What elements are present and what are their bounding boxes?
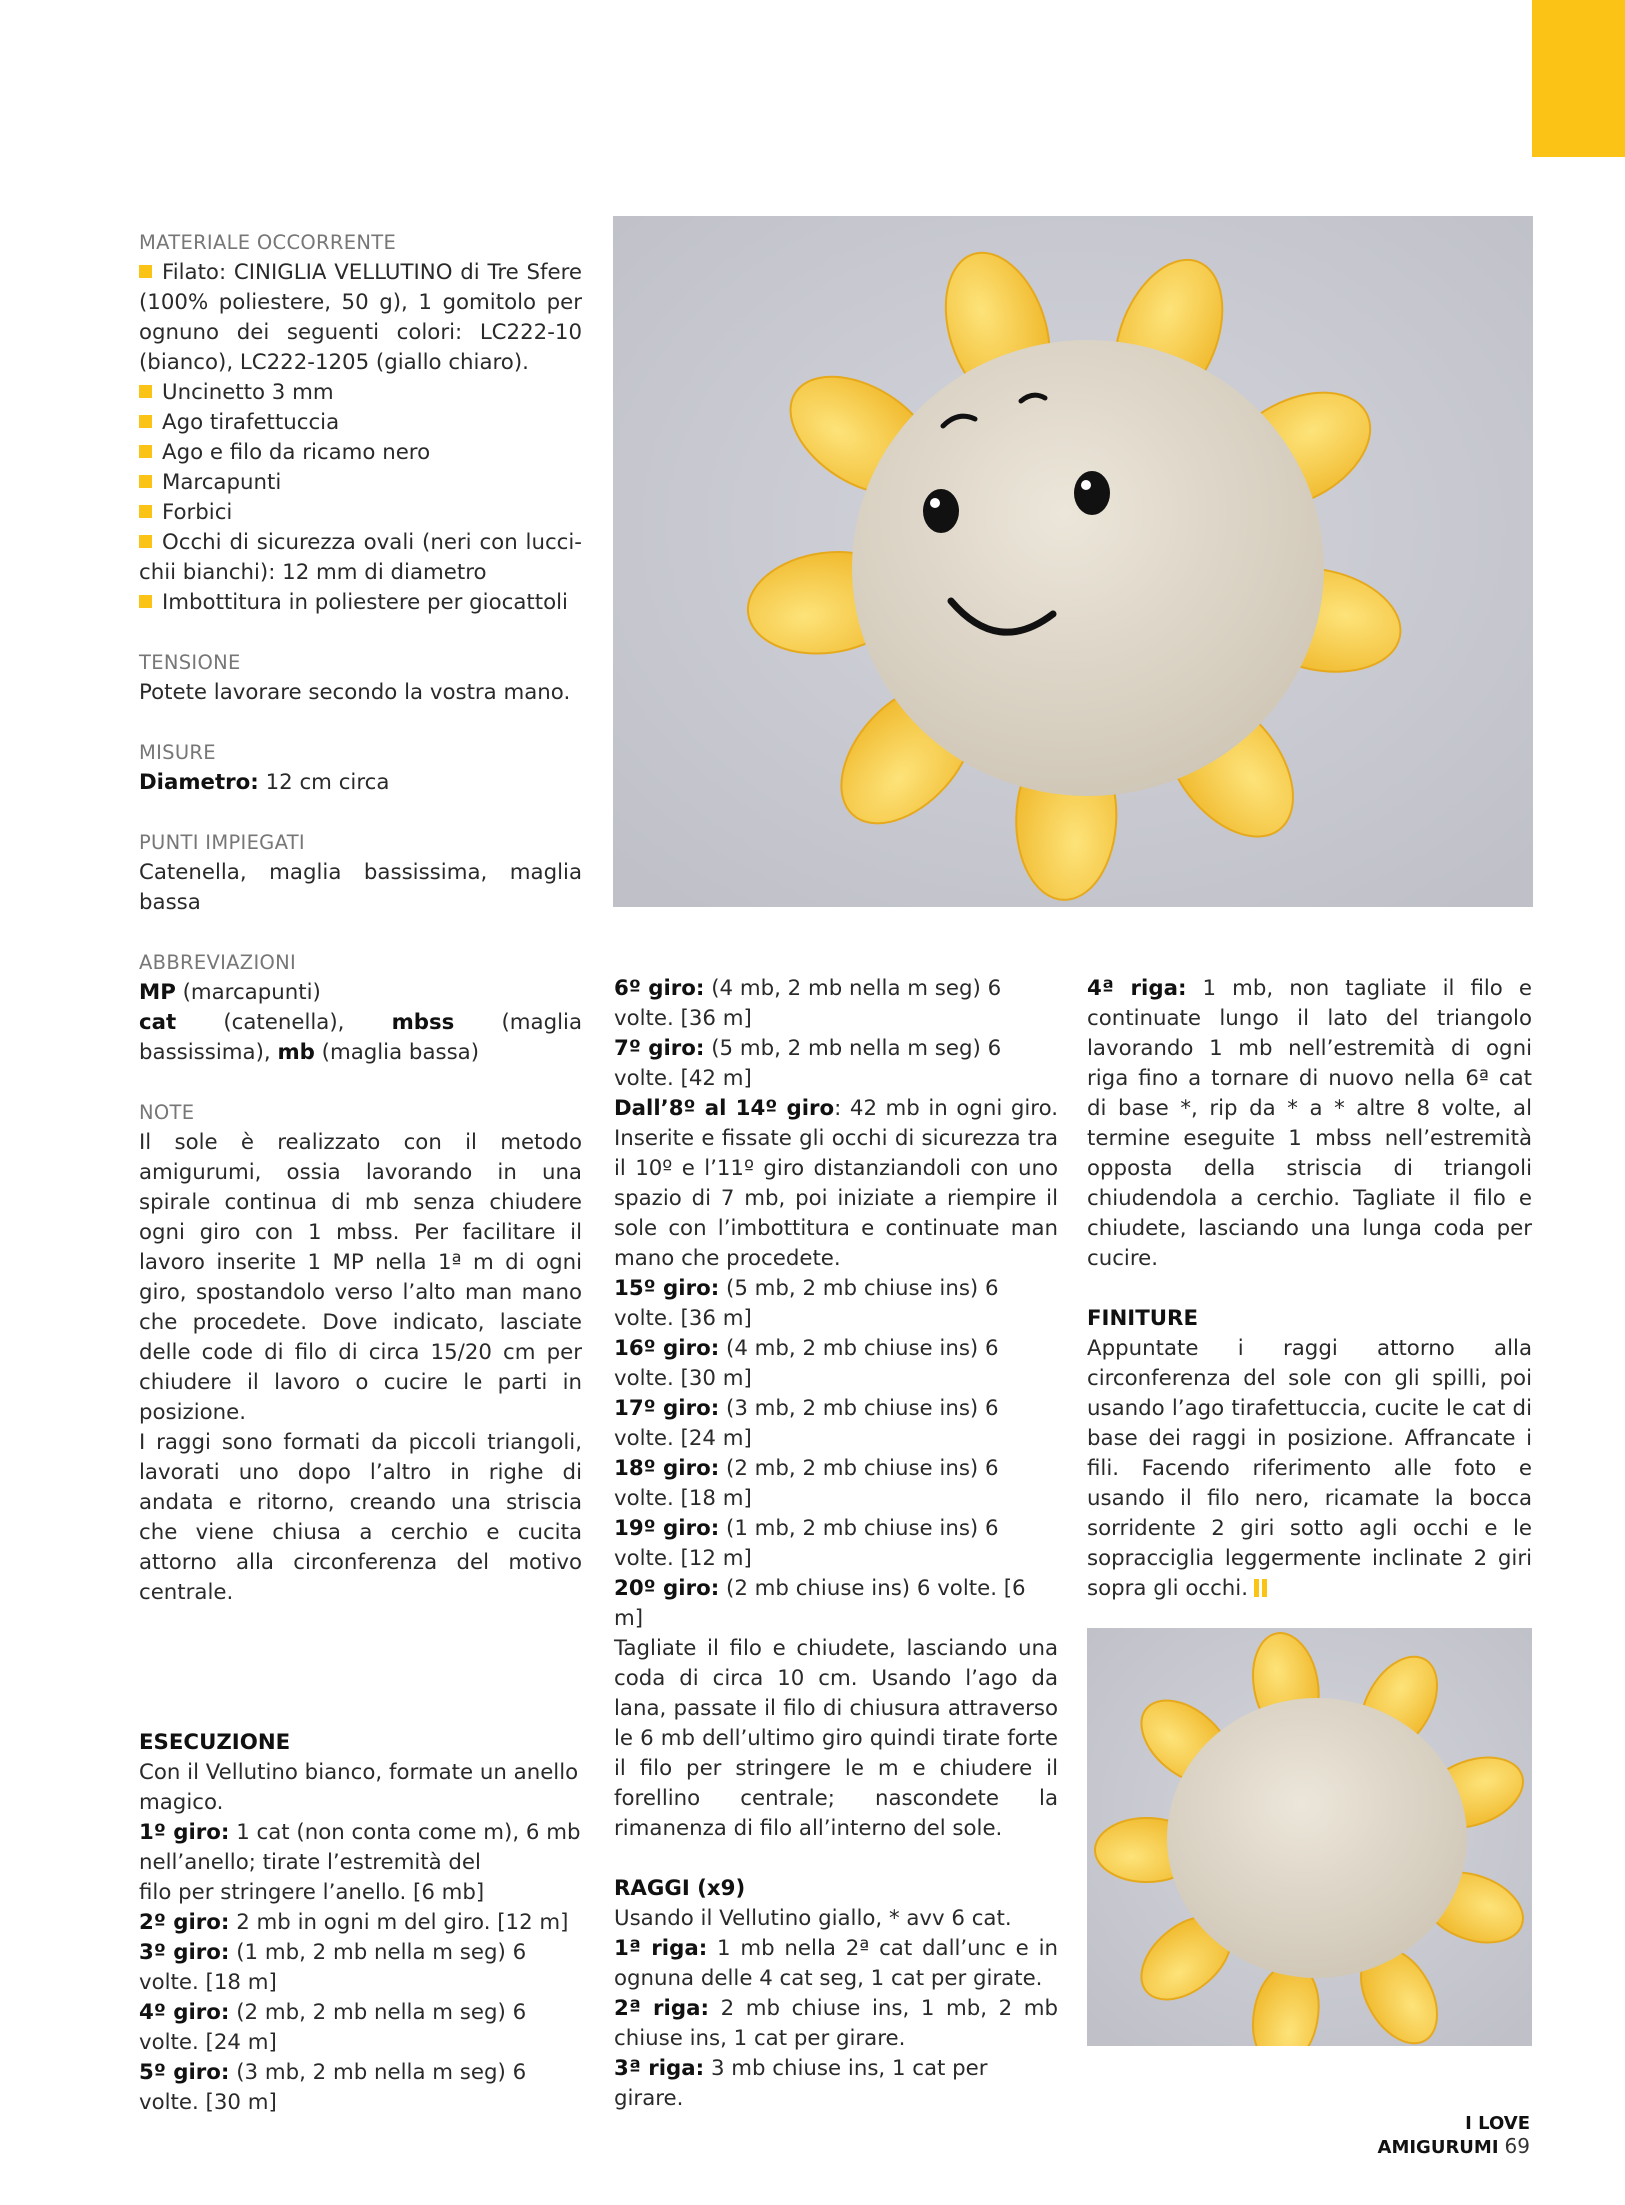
round-20: 20º giro: (2 mb chiuse ins) 6 volte. [6 m]	[614, 1576, 1026, 1631]
material-item-embroidery: Ago e filo da ricamo nero	[139, 438, 582, 468]
round-4: 4º giro: (2 mb, 2 mb nella m seg) 6 volte. [24 m]	[139, 2000, 527, 2055]
main-photo-sun-amigurumi	[613, 216, 1533, 907]
rays-heading: RAGGI (x9)	[614, 1876, 746, 1901]
end-of-article-icon	[1254, 1579, 1259, 1597]
material-item-hook: Uncinetto 3 mm	[139, 378, 582, 408]
materials-heading: MATERIALE OCCORRENTE	[139, 231, 397, 254]
sun-body-shape	[852, 340, 1324, 796]
round-17: 17º giro: (3 mb, 2 mb chiuse ins) 6 volte. [24 m]	[614, 1396, 999, 1451]
execution-heading: ESECUZIONE	[139, 1730, 291, 1755]
abbreviation-list: cat (catenella), mbss (maglia bassissima), mb (maglia bassa)	[139, 1010, 583, 1065]
rays-row-1: 1ª riga: 1 mb nella 2ª cat dall’unc e in ognuna delle 4 cat seg, 1 cat per girate.	[614, 1936, 1059, 1991]
abbreviations-heading: ABBREVIAZIONI	[139, 951, 297, 974]
round-18: 18º giro: (2 mb, 2 mb chiuse ins) 6 volte. [18 m]	[614, 1456, 999, 1511]
execution-intro: Con il Vellutino bianco, formate un anello magico.	[139, 1760, 579, 1815]
closing-instructions: Tagliate il filo e chiudete, lasciando una coda di circa 10 cm. Usando l’ago da lana, passate il filo di chiusura attraverso le 6 mb dell’ultimo giro quindi tirate forte il filo per stringere le m e chiudere il forellino centrale; nascondete la rimanenza di filo all’interno del sole.	[614, 1636, 1058, 1841]
abbreviation-mp: MP (marcapunti)	[139, 980, 321, 1005]
sun-plush-back-illustration	[1087, 1628, 1532, 2046]
material-item-stuffing: Imbottitura in poliestere per giocattoli	[139, 588, 582, 618]
round-7: 7º giro: (5 mb, 2 mb nella m seg) 6 volte. [42 m]	[614, 1036, 1002, 1091]
notes-heading: NOTE	[139, 1101, 195, 1124]
material-item-needle: Ago tirafettuccia	[139, 408, 582, 438]
round-3: 3º giro: (1 mb, 2 mb nella m seg) 6 volte. [18 m]	[139, 1940, 527, 1995]
material-item-scissors: Forbici	[139, 498, 582, 528]
notes-paragraph-1: Il sole è realizzato con il metodo amigurumi, ossia lavorando in una spirale continua di mb senza chiudere ogni giro con 1 mbss. Per facilitare il lavoro inserite 1 MP nella 1ª m di ogni giro, spostandolo verso l’alto man mano che procedete. Dove indicato, lasciate delle code di filo di circa 15/20 cm per chiudere il lavoro o cucire le parti in posizione.	[139, 1130, 582, 1425]
tension-heading: TENSIONE	[139, 651, 241, 674]
finishing-text: Appuntate i raggi attorno alla circonferenza del sole con gli spilli, poi usando l’ago tirafettuccia, cucite le cat di base dei raggi in posizione. Affrancate i fili. Facendo riferimento alle foto e usando il filo nero, ricamate la bocca sorridente 2 giri sotto agli occhi e le sopracciglia leggermente inclinate 2 giri sopra gli occhi.	[1087, 1336, 1532, 1601]
notes-paragraph-2: I raggi sono formati da piccoli triangoli, lavorati uno dopo l’altro in righe di andata e ritorno, creando una striscia che viene chiusa a cerchio e cucita attorno alla circonferenza del motivo centrale.	[139, 1430, 582, 1605]
column-left	[139, 228, 582, 2118]
magazine-name: I LOVE AMIGURUMI	[1377, 2113, 1530, 2158]
rays-row-2: 2ª riga: 2 mb chiuse ins, 1 mb, 2 mb chiuse ins, 1 cat per girare.	[614, 1996, 1058, 2051]
round-6: 6º giro: (4 mb, 2 mb nella m seg) 6 volte. [36 m]	[614, 976, 1002, 1031]
column-middle	[614, 974, 1058, 2114]
stitches-heading: PUNTI IMPIEGATI	[139, 831, 305, 854]
round-19: 19º giro: (1 mb, 2 mb chiuse ins) 6 volte. [12 m]	[614, 1516, 999, 1571]
rays-row-3: 3ª riga: 3 mb chiuse ins, 1 cat per girare.	[614, 2056, 988, 2111]
column-right	[1087, 974, 1532, 1604]
round-16: 16º giro: (4 mb, 2 mb chiuse ins) 6 volte. [30 m]	[614, 1336, 999, 1391]
secondary-photo-sun-back	[1087, 1628, 1532, 2046]
rays-row-4: 4ª riga: 1 mb, non tagliate il filo e continuate lungo il lato del triangolo lavorando 1 mb nell’estremità di ogni riga fino a tornare di nuovo nella 6ª cat di base *, rip da * a * altre 8 volte, al termine eseguite 1 mbss nell’estremità opposta della striscia di triangoli chiudendola a cerchio. Tagliate il filo e chiudete, lasciando una lunga coda per cucire.	[1087, 976, 1532, 1271]
round-2: 2º giro: 2 mb in ogni m del giro. [12 m]	[139, 1910, 569, 1935]
rays-intro: Usando il Vellutino giallo, * avv 6 cat.	[614, 1906, 1012, 1931]
round-1: 1º giro: 1 cat (non conta come m), 6 mb nell’anello; tirate l’estremità del filo per stringere l’anello. [6 mb]	[139, 1820, 581, 1905]
tension-text: Potete lavorare secondo la vostra mano.	[139, 680, 571, 705]
section-tab	[1532, 0, 1625, 157]
material-item-yarn: Filato: CINIGLIA VELLUTINO di Tre Sfere (100% poliestere, 50 g), 1 gomitolo per ognuno dei seguenti colori: LC222-10 (bianco), LC222-1205 (giallo chiaro).	[139, 258, 582, 378]
round-15: 15º giro: (5 mb, 2 mb chiuse ins) 6 volte. [36 m]	[614, 1276, 999, 1331]
stitches-text: Catenella, maglia bassissima, maglia bassa	[139, 860, 582, 915]
material-item-eyes: Occhi di sicurezza ovali (neri con lucci-chii bianchi): 12 mm di diametro	[139, 528, 582, 588]
material-item-markers: Marcapunti	[139, 468, 582, 498]
finishing-heading: FINITURE	[1087, 1306, 1198, 1331]
measures-text: Diametro: 12 cm circa	[139, 770, 390, 795]
sun-plush-illustration	[613, 216, 1533, 907]
round-5: 5º giro: (3 mb, 2 mb nella m seg) 6 volte. [30 m]	[139, 2060, 527, 2115]
rounds-8-14: Dall’8º al 14º giro: 42 mb in ogni giro. Inserite e fissate gli occhi di sicurezza tra il 10º e l’11º giro distanziandoli con uno spazio di 7 mb, poi iniziate a riempire il sole con l’imbottitura e continuate man mano che procedete.	[614, 1096, 1059, 1271]
page-footer	[1320, 2110, 1530, 2158]
page-number: 69	[1504, 2134, 1530, 2158]
measures-heading: MISURE	[139, 741, 216, 764]
